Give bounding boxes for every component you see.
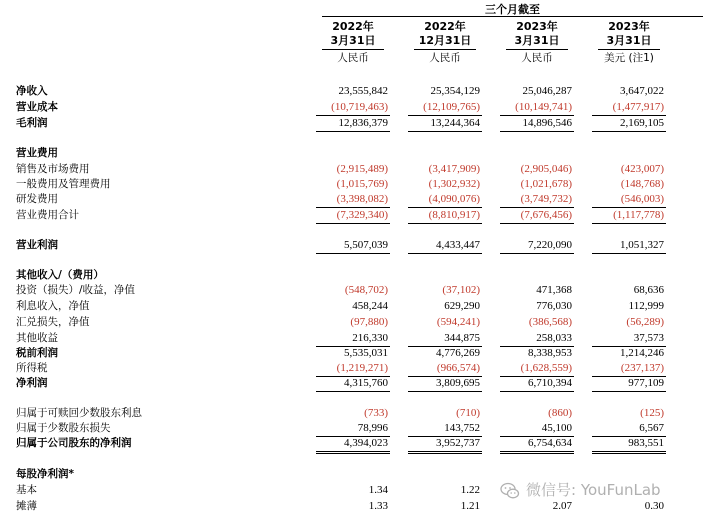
column-year: 2022年 xyxy=(424,20,466,33)
cell-value: 14,896,546 xyxy=(522,117,572,129)
column-date: 12月31日 xyxy=(418,34,472,47)
cell-value: 1.34 xyxy=(368,484,388,496)
row-fx xyxy=(0,315,703,330)
cell-value: 143,752 xyxy=(444,422,480,434)
cell-value: 1.33 xyxy=(368,500,388,512)
cell-value: 23,555,842 xyxy=(338,85,388,97)
row-rd xyxy=(0,192,703,207)
row-opex-title xyxy=(0,146,703,161)
column-rule xyxy=(598,49,660,50)
column-currency: 人民币 xyxy=(429,52,461,64)
total-rule xyxy=(316,253,390,254)
row-gross-profit xyxy=(0,116,703,131)
row-label: 归属于可赎回少数股东利息 xyxy=(16,407,142,419)
cell-value: (733) xyxy=(364,407,388,419)
cell-value: (1,628,559) xyxy=(520,362,572,374)
cell-value: (12,109,765) xyxy=(423,101,480,113)
cell-value: (8,810,917) xyxy=(428,209,480,221)
cell-value: 25,046,287 xyxy=(522,85,572,97)
cell-value: (37,102) xyxy=(442,284,480,296)
cell-value: (860) xyxy=(548,407,572,419)
cell-value: 2,169,105 xyxy=(620,117,664,129)
cell-value: 2.07 xyxy=(552,500,572,512)
row-interest xyxy=(0,299,703,314)
cell-value: (1,219,271) xyxy=(336,362,388,374)
section-heading: 每股净利润* xyxy=(16,468,74,480)
cell-value: (97,880) xyxy=(350,316,388,328)
cell-value: 216,330 xyxy=(352,332,388,344)
total-rule xyxy=(500,131,574,132)
row-label: 其他收益 xyxy=(16,332,58,344)
cell-value: 344,875 xyxy=(444,332,480,344)
cell-value: 8,338,953 xyxy=(528,347,572,359)
cell-value: (710) xyxy=(456,407,480,419)
column-currency: 美元 (注1) xyxy=(604,52,654,64)
total-rule xyxy=(592,253,666,254)
cell-value: (10,719,463) xyxy=(331,101,388,113)
cell-value: (3,749,732) xyxy=(520,193,572,205)
row-operating-profit xyxy=(0,238,703,253)
cell-value: (4,090,076) xyxy=(428,193,480,205)
row-label: 摊薄 xyxy=(16,500,37,512)
row-net-revenue xyxy=(0,84,703,99)
cell-value: (7,329,340) xyxy=(336,209,388,221)
column-date: 3月31日 xyxy=(514,34,560,47)
cell-value: (56,289) xyxy=(626,316,664,328)
row-label: 营业成本 xyxy=(16,101,58,113)
double-total-rule xyxy=(408,451,482,454)
cell-value: 6,567 xyxy=(639,422,664,434)
row-label: 毛利润 xyxy=(16,117,48,129)
cell-value: (10,149,741) xyxy=(515,101,572,113)
period-header: 三个月截至 xyxy=(485,3,540,16)
cell-value: 6,754,634 xyxy=(528,437,572,449)
row-label: 所得税 xyxy=(16,362,48,374)
cell-value: 3,952,737 xyxy=(436,437,480,449)
column-year: 2023年 xyxy=(516,20,558,33)
cell-value: (966,574) xyxy=(436,362,480,374)
row-other-title xyxy=(0,268,703,283)
cell-value: 1.21 xyxy=(460,500,480,512)
row-label: 营业费用合计 xyxy=(16,209,79,221)
cell-value: (2,915,489) xyxy=(336,163,388,175)
row-label: 汇兑损失，净值 xyxy=(16,316,90,328)
cell-value: 3,647,022 xyxy=(620,85,664,97)
row-label: 研发费用 xyxy=(16,193,58,205)
row-attributable xyxy=(0,436,703,451)
column-year: 2023年 xyxy=(608,20,650,33)
period-rule xyxy=(322,16,703,17)
row-label: 营业利润 xyxy=(16,239,58,251)
row-label: 基本 xyxy=(16,484,37,496)
row-cost-of-revenue xyxy=(0,100,703,115)
total-rule xyxy=(500,391,574,392)
cell-value: 12,836,379 xyxy=(338,117,388,129)
cell-value: (386,568) xyxy=(528,316,572,328)
total-rule xyxy=(408,253,482,254)
cell-value: (237,137) xyxy=(620,362,664,374)
column-rule xyxy=(506,49,568,50)
cell-value: (1,015,769) xyxy=(336,178,388,190)
row-label: 净收入 xyxy=(16,85,48,97)
cell-value: (1,302,932) xyxy=(428,178,480,190)
column-header-3 xyxy=(502,20,572,65)
column-rule xyxy=(322,49,384,50)
row-label: 利息收入，净值 xyxy=(16,300,90,312)
total-rule xyxy=(316,223,390,224)
cell-value: (1,117,778) xyxy=(613,209,664,221)
section-heading: 其他收入/（费用） xyxy=(16,269,104,281)
total-rule xyxy=(408,223,482,224)
total-rule xyxy=(592,391,666,392)
cell-value: 0.30 xyxy=(644,500,664,512)
total-rule xyxy=(316,131,390,132)
cell-value: (1,477,917) xyxy=(612,101,664,113)
row-tax xyxy=(0,361,703,376)
cell-value: 1,051,327 xyxy=(620,239,664,251)
row-nci xyxy=(0,421,703,436)
column-header-2 xyxy=(410,20,480,65)
double-total-rule xyxy=(500,451,574,454)
row-label: 归属于少数股东损失 xyxy=(16,422,111,434)
double-total-rule xyxy=(316,451,390,454)
cell-value: 4,776,269 xyxy=(436,347,480,359)
cell-value: 1,214,246 xyxy=(620,347,664,359)
row-label: 投资（损失）/收益，净值 xyxy=(16,284,136,296)
cell-value: 13,244,364 xyxy=(430,117,480,129)
row-diluted xyxy=(0,499,703,514)
cell-value: 7,220,090 xyxy=(528,239,572,251)
column-year: 2022年 xyxy=(332,20,374,33)
cell-value: 1.22 xyxy=(460,484,480,496)
row-pretax xyxy=(0,346,703,361)
row-label: 净利润 xyxy=(16,377,48,389)
cell-value: 977,109 xyxy=(628,377,664,389)
cell-value: 4,315,760 xyxy=(344,377,388,389)
row-opex-total xyxy=(0,208,703,223)
total-rule xyxy=(316,391,390,392)
row-selling xyxy=(0,162,703,177)
total-rule xyxy=(408,131,482,132)
watermark xyxy=(500,479,700,501)
cell-value: 68,636 xyxy=(633,284,664,296)
cell-value: (548,702) xyxy=(344,284,388,296)
cell-value: (423,007) xyxy=(620,163,664,175)
cell-value: 5,535,031 xyxy=(344,347,388,359)
total-rule xyxy=(592,223,666,224)
column-header-4 xyxy=(594,20,664,65)
total-rule xyxy=(500,223,574,224)
cell-value: 25,354,129 xyxy=(430,85,480,97)
section-heading: 营业费用 xyxy=(16,147,58,159)
cell-value: 458,244 xyxy=(352,300,388,312)
row-label: 税前利润 xyxy=(16,347,58,359)
cell-value: (1,021,678) xyxy=(520,178,572,190)
cell-value: 6,710,394 xyxy=(528,377,572,389)
double-total-rule xyxy=(592,451,666,454)
total-rule xyxy=(500,253,574,254)
column-rule xyxy=(414,49,476,50)
row-investment xyxy=(0,283,703,298)
row-net-profit xyxy=(0,376,703,391)
cell-value: 629,290 xyxy=(444,300,480,312)
cell-value: (7,676,456) xyxy=(520,209,572,221)
cell-value: 4,433,447 xyxy=(436,239,480,251)
row-label: 归属于公司股东的净利润 xyxy=(16,437,132,449)
cell-value: 3,809,695 xyxy=(436,377,480,389)
cell-value: (2,905,046) xyxy=(520,163,572,175)
cell-value: 471,368 xyxy=(536,284,572,296)
cell-value: 112,999 xyxy=(628,300,664,312)
cell-value: (3,398,082) xyxy=(336,193,388,205)
column-currency: 人民币 xyxy=(337,52,369,64)
total-rule xyxy=(592,131,666,132)
column-date: 3月31日 xyxy=(330,34,376,47)
column-header-1 xyxy=(318,20,388,65)
cell-value: (148,768) xyxy=(620,178,664,190)
cell-value: (546,003) xyxy=(620,193,664,205)
row-label: 一般费用及管理费用 xyxy=(16,178,111,190)
wechat-icon xyxy=(500,481,520,501)
cell-value: 258,033 xyxy=(536,332,572,344)
row-redeemable-nci xyxy=(0,406,703,421)
cell-value: 776,030 xyxy=(536,300,572,312)
cell-value: 78,996 xyxy=(357,422,388,434)
cell-value: 4,394,023 xyxy=(344,437,388,449)
watermark-text: 微信号: YouFunLab xyxy=(526,481,661,499)
cell-value: 37,573 xyxy=(633,332,664,344)
column-currency: 人民币 xyxy=(521,52,553,64)
cell-value: 983,551 xyxy=(628,437,664,449)
cell-value: 45,100 xyxy=(541,422,572,434)
column-date: 3月31日 xyxy=(606,34,652,47)
cell-value: 5,507,039 xyxy=(344,239,388,251)
row-ga xyxy=(0,177,703,192)
total-rule xyxy=(408,391,482,392)
cell-value: (594,241) xyxy=(436,316,480,328)
row-label: 销售及市场费用 xyxy=(16,163,90,175)
cell-value: (3,417,909) xyxy=(428,163,480,175)
cell-value: (125) xyxy=(640,407,664,419)
row-other-income xyxy=(0,331,703,346)
